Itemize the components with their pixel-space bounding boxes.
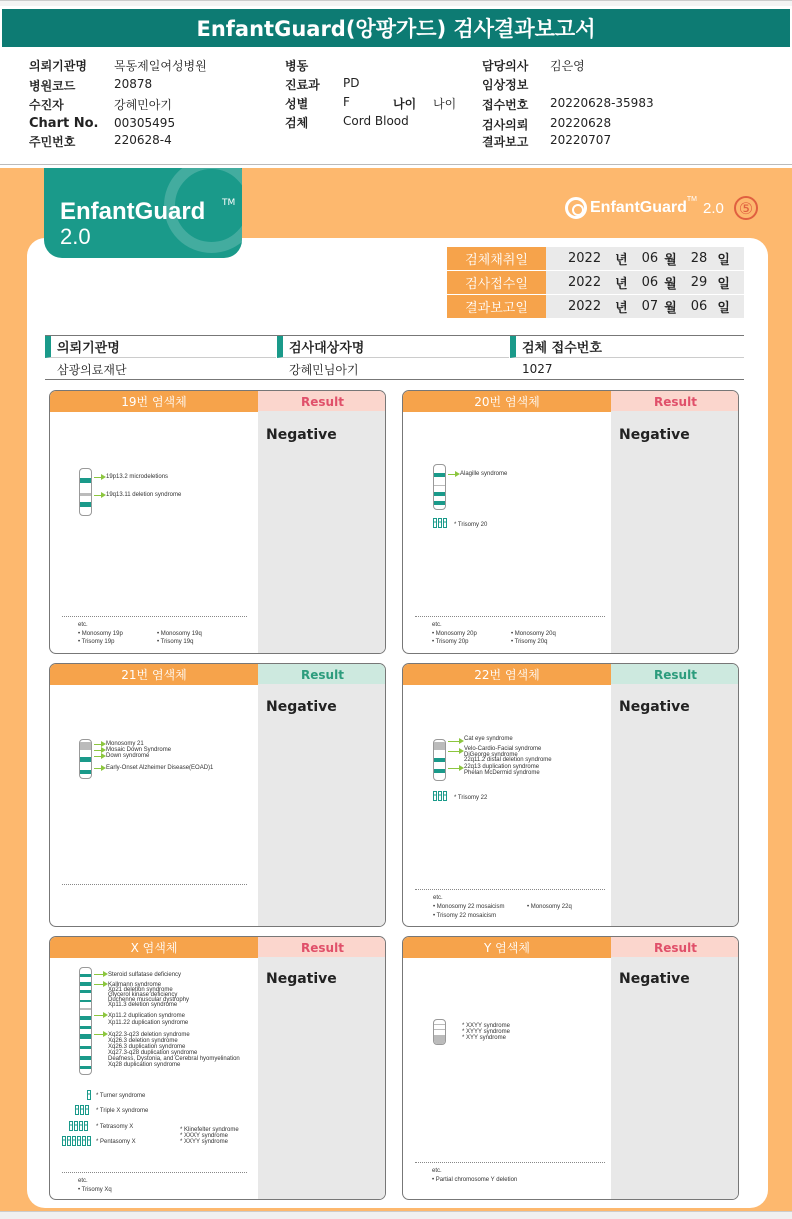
syndrome-label: Velo-Cardio-Facial syndrome: [464, 746, 542, 752]
info-value: 강혜민아기: [114, 98, 172, 112]
small-logo-name: EnfantGuard: [590, 199, 687, 216]
syndrome-label: Xq26.3 deletion syndrome: [108, 1038, 178, 1044]
magnifier-icon: [565, 197, 587, 219]
chromosome-icon: [79, 967, 92, 1075]
info-label: 병원코드: [29, 79, 76, 93]
syndrome-label: * Trisomy 22: [454, 795, 488, 801]
panel-title: 22번 염색체: [403, 664, 611, 685]
enfantguard-logo: [44, 168, 242, 258]
date-month: 06: [641, 275, 659, 290]
date-month: 06: [641, 251, 659, 266]
info-receipt-no: [482, 96, 528, 113]
syndrome-label: 22q11.2 distal deletion syndrome: [464, 757, 552, 763]
panel-chrY: [402, 936, 739, 1200]
logo-name: EnfantGuard: [60, 198, 206, 225]
info-value: 김은영: [550, 59, 585, 73]
date-year: 2022: [568, 299, 602, 314]
small-logo-tm: TM: [686, 196, 697, 203]
year-unit: 년: [615, 253, 628, 268]
syndrome-label: * XXYY syndrome: [462, 1023, 510, 1029]
etc-item: • Trisomy 19q: [157, 639, 194, 645]
info-label: 수진자: [29, 98, 64, 112]
syndrome-label: * Pentasomy X: [96, 1139, 136, 1145]
etc-item: • Partial chromosome Y deletion: [432, 1177, 518, 1183]
patient-header: 검체 접수번호: [510, 336, 744, 358]
year-unit: 년: [615, 301, 628, 316]
patient-hospital: 삼광의료재단: [57, 362, 127, 377]
arrow-icon: [448, 741, 462, 742]
syndrome-label: Xq27.3-q28 duplication syndrome: [108, 1050, 198, 1056]
syndrome-label: * Turner syndrome: [96, 1093, 146, 1099]
date-day: 06: [690, 299, 708, 314]
arrow-icon: [94, 974, 106, 975]
syndrome-label: * Klinefelter syndrome: [180, 1127, 239, 1133]
arrow-icon: [94, 768, 104, 769]
syndrome-label: Phelan McDermid syndrome: [464, 770, 540, 776]
panel-chrX: [49, 936, 386, 1200]
dotted-divider: [62, 884, 247, 885]
syndrome-label: Xp11.2 duplication syndrome: [108, 1013, 185, 1019]
small-logo-version: 2.0: [703, 199, 724, 217]
info-label: 검체: [285, 116, 309, 130]
syndrome-label: Xp21 deletion syndrome: [108, 987, 173, 993]
etc-label: etc.: [433, 895, 443, 901]
info-dept: [285, 76, 320, 93]
result-value: Negative: [266, 971, 337, 987]
info-clinical: [482, 76, 528, 93]
arrow-icon: [94, 1034, 106, 1035]
syndrome-label: * Trisomy 20: [454, 522, 488, 528]
enfantguard-small-logo: [565, 196, 758, 220]
panel-title: Y 염색체: [403, 937, 611, 958]
syndrome-label: Steroid sulfatase deficiency: [108, 972, 182, 978]
info-value: 20220628-35983: [550, 96, 654, 110]
bottom-border: [0, 1211, 792, 1219]
panel-title: X 염색체: [50, 937, 258, 958]
syndrome-label: Early-Onset Alzheimer Disease(EOAD)1: [106, 765, 214, 771]
result-value: Negative: [266, 699, 337, 715]
panel-title: 19번 염색체: [50, 391, 258, 412]
logo-tm: TM: [222, 198, 236, 208]
panel-title: 20번 염색체: [403, 391, 611, 412]
info-label: Chart No.: [29, 116, 99, 131]
chromosome-icon: [79, 739, 92, 779]
syndrome-label: Glycerol kinase deficiency: [108, 992, 178, 998]
info-chart-no: [29, 116, 98, 131]
info-request-date: [482, 116, 528, 133]
info-value: 00305495: [114, 116, 176, 130]
date-label: 검체채취일: [447, 247, 546, 271]
etc-item: • Monosomy 19p: [78, 631, 123, 637]
result-area: [258, 411, 386, 653]
patient-receipt: 1027: [522, 362, 553, 376]
syndrome-label: Cat eye syndrome: [464, 736, 513, 742]
patient-header: 의뢰기관명: [45, 336, 276, 358]
etc-item: • Monosomy 22 mosaicism: [433, 904, 505, 910]
info-value: 20878: [114, 77, 153, 91]
info-label: 임상정보: [482, 78, 529, 92]
date-year: 2022: [568, 275, 602, 290]
date-value: [546, 247, 744, 271]
result-header: Result: [611, 391, 739, 412]
info-age-label: [393, 95, 416, 112]
syndrome-label: 19p13.2 microdeletions: [106, 474, 169, 480]
info-label: 접수번호: [482, 98, 529, 112]
syndrome-label: Xq28 duplication syndrome: [108, 1062, 181, 1068]
syndrome-label: * XYYY syndrome: [462, 1029, 510, 1035]
etc-item: • Trisomy 20q: [511, 639, 548, 645]
panel-title: 21번 염색체: [50, 664, 258, 685]
header-divider: [0, 164, 792, 165]
syndrome-label: Xq22.3-q23 deletion syndrome: [108, 1032, 190, 1038]
date-row: [447, 271, 744, 295]
patient-col-receipt: [510, 336, 744, 380]
syndrome-label: Alagille syndrome: [460, 471, 508, 477]
chromosome-icon: [433, 739, 446, 781]
syndrome-label: * Tetrasomy X: [96, 1124, 134, 1130]
info-label: 검사의뢰: [482, 118, 529, 132]
syndrome-label: Mosaic Down Syndrome: [106, 747, 172, 753]
date-year: 2022: [568, 251, 602, 266]
dates-table: [447, 247, 744, 319]
syndrome-label: Duchenne muscular dystrophy: [108, 997, 190, 1003]
dotted-divider: [62, 616, 247, 617]
info-label: 나이: [393, 97, 417, 111]
syndrome-label: * XXXY syndrome: [180, 1133, 228, 1139]
date-value: [546, 295, 744, 319]
date-month: 07: [641, 299, 659, 314]
syndrome-label: Monosomy 21: [106, 741, 144, 747]
syndrome-label: Xp11.3 deletion syndrome: [108, 1002, 178, 1008]
syndrome-label: 19q13.11 deletion syndrome: [106, 492, 182, 498]
trisomy-icon: [433, 791, 447, 801]
info-age-value: 나이: [433, 97, 457, 111]
syndrome-label: DiGeorge syndrome: [464, 752, 518, 758]
info-resident-no: [29, 133, 75, 150]
result-header: Result: [611, 664, 739, 685]
dotted-divider: [415, 889, 605, 890]
info-value: 20220707: [550, 133, 612, 147]
arrow-icon: [94, 744, 104, 745]
dotted-divider: [62, 1172, 247, 1173]
year-unit: 년: [615, 277, 628, 292]
arrow-icon: [94, 984, 106, 985]
patient-table: [45, 335, 744, 380]
result-header: Result: [611, 937, 739, 958]
info-patient: [29, 96, 64, 113]
info-ward: [285, 57, 308, 74]
result-area: [611, 411, 739, 653]
arrow-icon: [448, 768, 462, 769]
karyotype-icon: [62, 1136, 91, 1146]
arrow-icon: [94, 495, 104, 496]
result-value: Negative: [619, 971, 690, 987]
result-area: [611, 684, 739, 926]
arrow-icon: [448, 751, 462, 752]
day-unit: 일: [717, 277, 730, 292]
result-header: Result: [258, 391, 386, 412]
arrow-icon: [94, 756, 104, 757]
panel-chr21: [49, 663, 386, 927]
info-sex: [285, 95, 308, 112]
month-unit: 월: [664, 253, 677, 268]
etc-item: • Monosomy 22q: [527, 904, 572, 910]
karyotype-icon: [87, 1090, 91, 1100]
month-unit: 월: [664, 301, 677, 316]
patient-subject: 강혜민님아기: [289, 362, 359, 377]
date-label: 결과보고일: [447, 295, 546, 319]
info-label: 병동: [285, 59, 309, 73]
etc-label: etc.: [432, 1168, 442, 1174]
panel-chr20: [402, 390, 739, 654]
etc-label: etc.: [78, 1178, 88, 1184]
syndrome-label: * XYY syndrome: [462, 1035, 506, 1041]
arrow-icon: [448, 474, 458, 475]
result-area: [611, 957, 739, 1199]
day-unit: 일: [717, 301, 730, 316]
syndrome-label: * XXYY syndrome: [180, 1139, 228, 1145]
etc-item: • Trisomy 20p: [432, 639, 469, 645]
karyotype-icon: [69, 1121, 88, 1131]
panel-chr19: [49, 390, 386, 654]
chromosome-icon: [79, 468, 92, 516]
patient-header: 검사대상자명: [277, 336, 509, 358]
etc-label: etc.: [78, 622, 88, 628]
etc-item: • Monosomy 20q: [511, 631, 556, 637]
info-label: 진료과: [285, 78, 320, 92]
result-area: [258, 957, 386, 1199]
info-label: 의뢰기관명: [29, 59, 87, 73]
info-value: 20220628: [550, 116, 612, 130]
karyotype-icon: [75, 1105, 89, 1115]
syndrome-label: Down syndrome: [106, 753, 150, 759]
info-hospital: [29, 57, 87, 74]
result-value: Negative: [619, 427, 690, 443]
info-label: 주민번호: [29, 135, 76, 149]
info-report-date: [482, 133, 528, 150]
etc-item: • Monosomy 20p: [432, 631, 477, 637]
report-title: EnfantGuard(앙팡가드) 검사결과보고서: [2, 9, 790, 47]
info-specimen: [285, 114, 308, 131]
result-value: Negative: [619, 699, 690, 715]
info-label: 성별: [285, 97, 309, 111]
dotted-divider: [415, 616, 605, 617]
page-number-mark: ⑤: [734, 196, 758, 220]
date-row: [447, 247, 744, 271]
info-value: 목동제일여성병원: [114, 59, 207, 73]
patient-col-hospital: [45, 336, 276, 380]
info-value: Cord Blood: [343, 114, 409, 128]
etc-item: • Trisomy 22 mosaicism: [433, 913, 497, 919]
result-header: Result: [258, 937, 386, 958]
day-unit: 일: [717, 253, 730, 268]
logo-version: 2.0: [60, 224, 91, 249]
arrow-icon: [94, 750, 104, 751]
syndrome-label: Xq26.3 duplication syndrome: [108, 1044, 186, 1050]
syndrome-label: * Triple X syndrome: [96, 1108, 149, 1114]
arrow-icon: [94, 477, 104, 478]
trisomy-icon: [433, 518, 447, 528]
syndrome-label: Deafness, Dystonia, and Cerebral hyomyelination: [108, 1056, 240, 1062]
syndrome-label: Xp11.22 duplication syndrome: [108, 1020, 189, 1026]
etc-item: • Monosomy 19q: [157, 631, 202, 637]
info-value: F: [343, 95, 350, 109]
date-day: 29: [690, 275, 708, 290]
top-border: [0, 0, 792, 6]
panel-chr22: [402, 663, 739, 927]
etc-item: • Trisomy 19p: [78, 639, 115, 645]
result-header: Result: [258, 664, 386, 685]
info-label: 결과보고: [482, 135, 529, 149]
dotted-divider: [415, 1162, 605, 1163]
arrow-icon: [94, 1015, 106, 1016]
syndrome-label: Kallmann syndrome: [108, 982, 162, 988]
etc-label: etc.: [432, 622, 442, 628]
info-label: 담당의사: [482, 59, 529, 73]
chromosome-icon: [433, 1019, 446, 1045]
info-value: PD: [343, 76, 360, 90]
date-value: [546, 271, 744, 295]
month-unit: 월: [664, 277, 677, 292]
info-hospital-code: [29, 77, 75, 94]
etc-item: • Trisomy Xq: [78, 1187, 112, 1193]
syndrome-label: 22q13 duplication syndrome: [464, 764, 540, 770]
date-day: 28: [690, 251, 708, 266]
info-doctor: [482, 57, 528, 74]
date-row: [447, 295, 744, 319]
date-label: 검사접수일: [447, 271, 546, 295]
chromosome-icon: [433, 464, 446, 510]
result-value: Negative: [266, 427, 337, 443]
result-area: [258, 684, 386, 926]
patient-col-subject: [277, 336, 509, 380]
info-value: 220628-4: [114, 133, 172, 147]
